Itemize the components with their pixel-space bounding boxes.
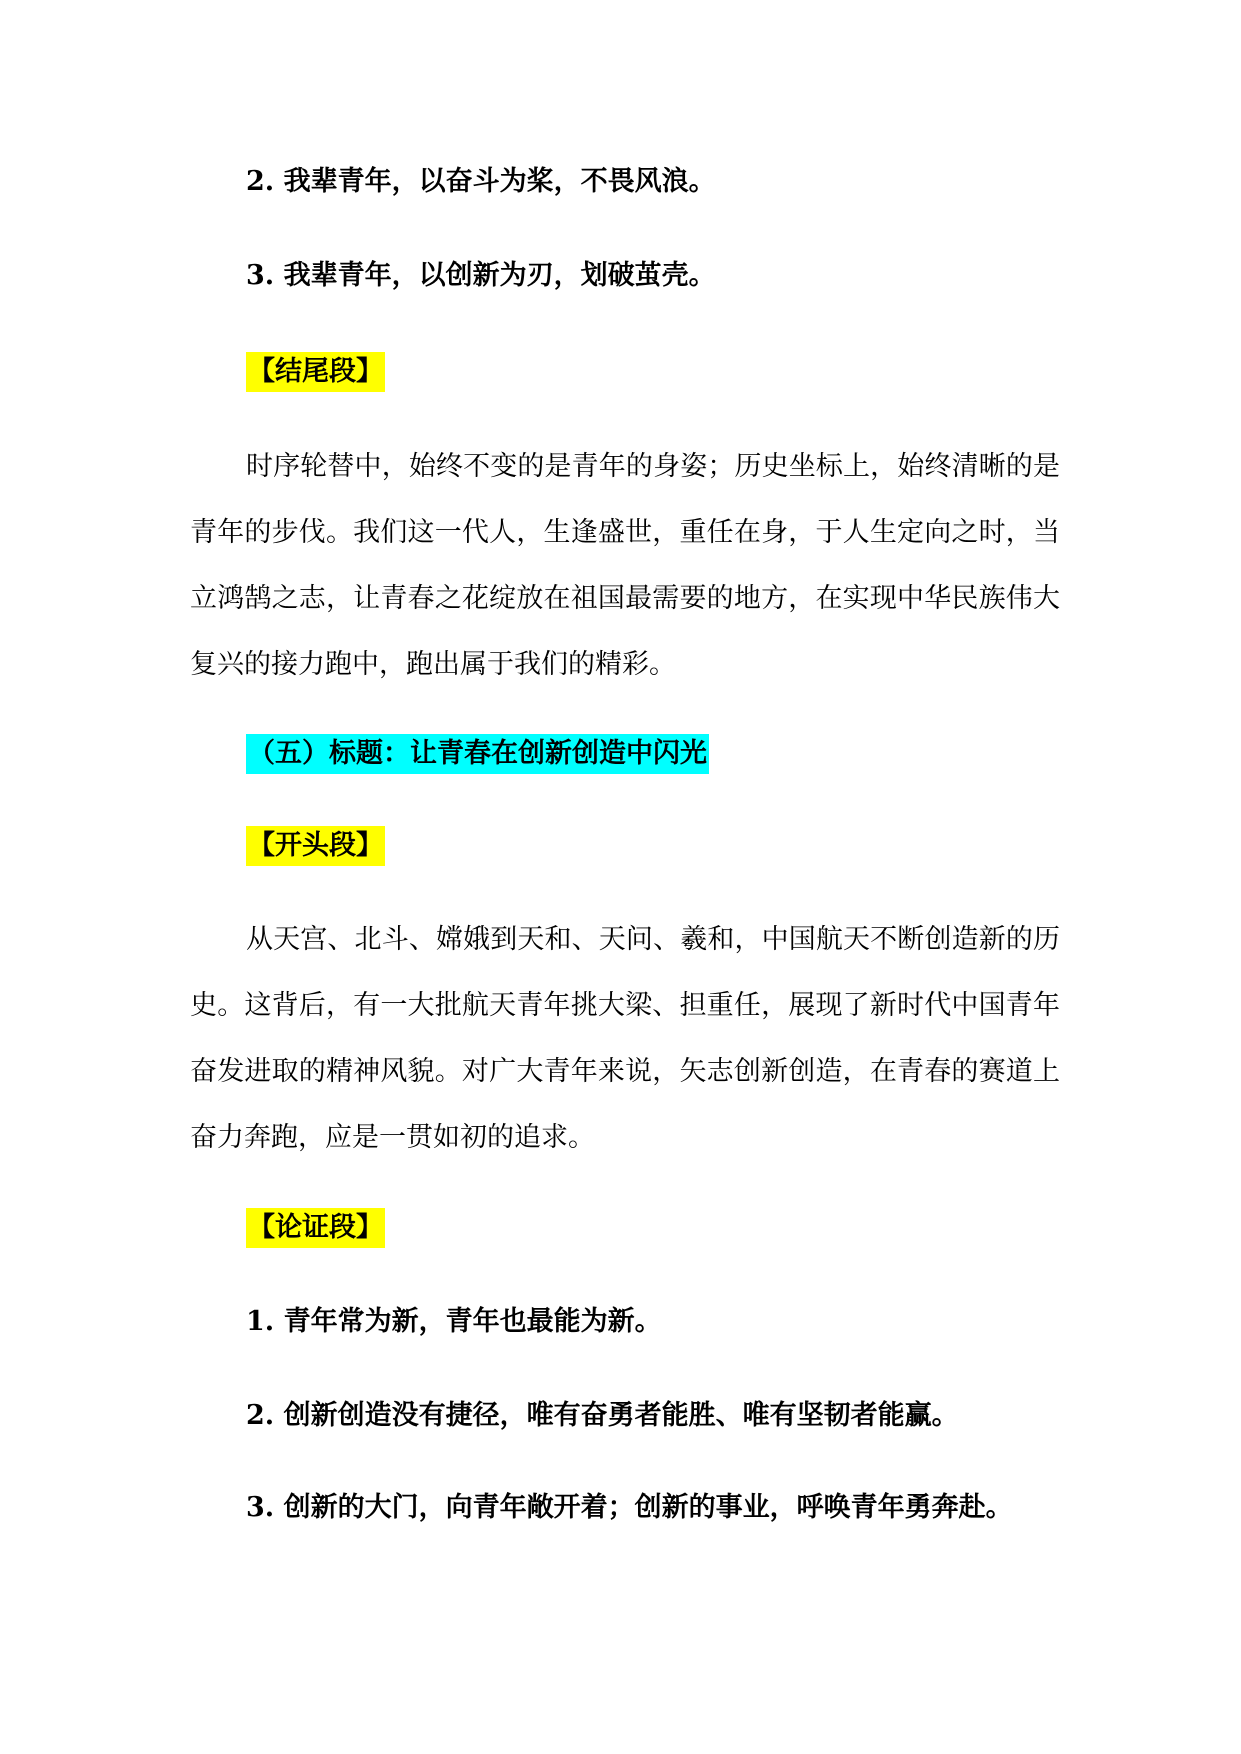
opening-label: 【开头段】 (246, 826, 385, 866)
ending-label: 【结尾段】 (246, 352, 385, 392)
opening-label-line (246, 826, 385, 866)
point-2: 2. 我辈青年，以奋斗为桨，不畏风浪。 (246, 166, 716, 197)
argument-label-line (246, 1208, 385, 1248)
point-3: 3. 我辈青年，以创新为刃，划破茧壳。 (246, 260, 716, 291)
argument-label: 【论证段】 (246, 1208, 385, 1248)
argument-point-1: 1. 青年常为新，青年也最能为新。 (246, 1306, 662, 1337)
ending-label-line (246, 352, 385, 392)
argument-point-2: 2. 创新创造没有捷径，唯有奋勇者能胜、唯有坚韧者能赢。 (246, 1400, 959, 1431)
argument-point-3: 3. 创新的大门，向青年敞开着；创新的事业，呼唤青年勇奔赴。 (246, 1492, 1013, 1523)
section-title: （五）标题：让青春在创新创造中闪光 (246, 734, 709, 774)
opening-paragraph: 从天宫、北斗、嫦娥到天和、天问、羲和，中国航天不断创造新的历史。这背后，有一大批航天青年挑大梁、担重任，展现了新时代中国青年奋发进取的精神风貌。对广大青年来说，矢志创新创造，在青春的赛道上奋力奔跑，应是一贯如初的追求。 (190, 924, 1060, 1153)
section-title-line (246, 734, 709, 774)
ending-paragraph: 时序轮替中，始终不变的是青年的身姿；历史坐标上，始终清晰的是青年的步伐。我们这一代人，生逢盛世，重任在身，于人生定向之时，当立鸿鹄之志，让青春之花绽放在祖国最需要的地方，在实现中华民族伟大复兴的接力跑中，跑出属于我们的精彩。 (190, 451, 1060, 680)
